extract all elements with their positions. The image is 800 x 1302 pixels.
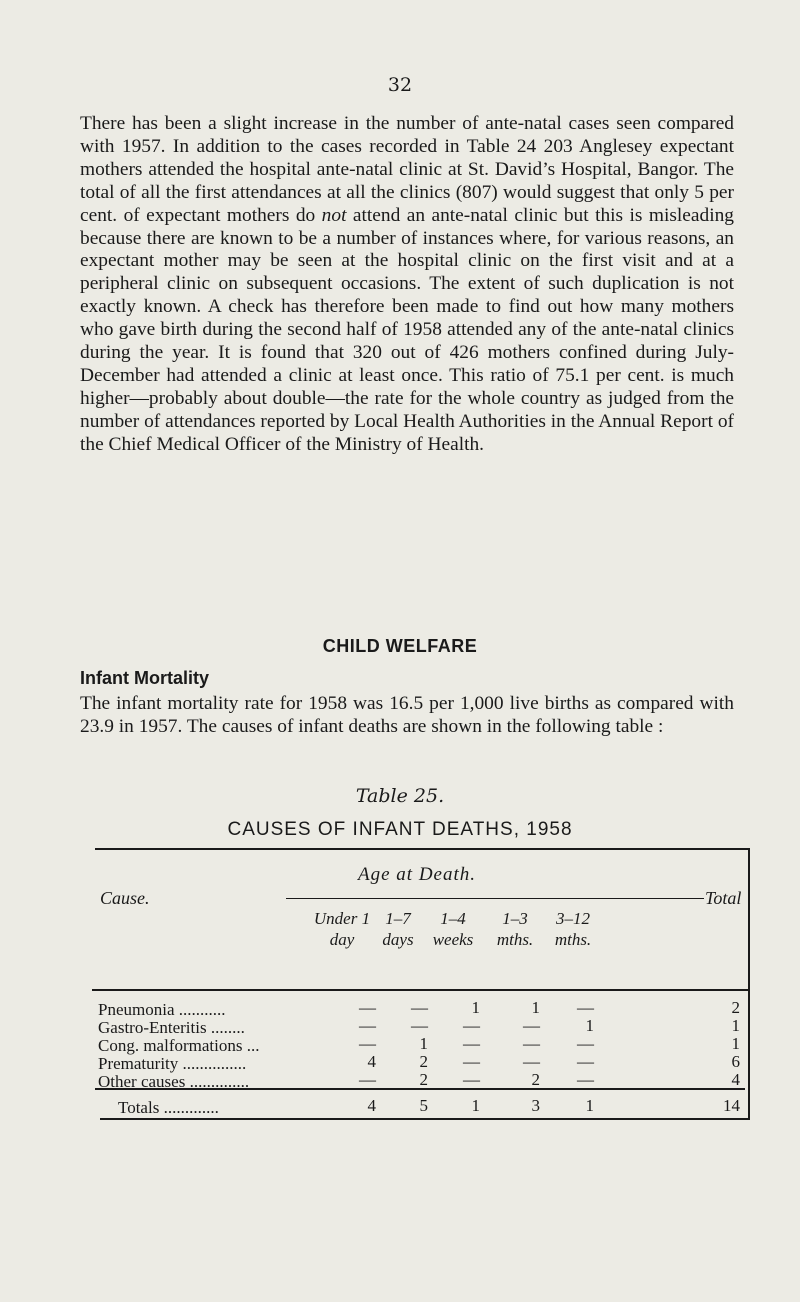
subheader-1-3-months: 1–3 mths. [496,909,534,949]
table-cell: 1 [585,1016,594,1035]
table-cell: 2 [419,1070,428,1089]
totals-cell: 3 [531,1096,540,1115]
total-header: Total [705,888,742,908]
age-header-rule [286,898,704,899]
table-cell: — [463,1052,480,1071]
table-top-rule [95,848,750,850]
table-cell: — [359,1070,376,1089]
table-cell: — [523,1052,540,1071]
subheader-3-12-months: 3–12 mths. [554,909,592,949]
table-label: Table 25. [355,785,445,807]
totals-cell: 5 [419,1096,428,1115]
section-title: CHILD WELFARE [322,636,478,656]
table-row-total: 2 [731,998,740,1017]
subheader-under-1-day: Under 1 day [313,909,371,949]
totals-cell: 1 [585,1096,594,1115]
cause-header: Cause. [100,888,150,908]
table-cell: — [411,998,428,1017]
infant-mortality-paragraph: The infant mortality rate for 1958 was 16.5 per 1,000 live births as compared with 23.9 in 1957. The causes of infant deaths are shown in the following table : [80,693,734,737]
table-bottom-rule [100,1118,750,1120]
table-cell: — [523,1016,540,1035]
totals-cell: 1 [471,1096,480,1115]
totals-label: Totals ............. [118,1098,219,1117]
table-cell: — [359,1016,376,1035]
table-cell: 1 [531,998,540,1017]
table-row-total: 4 [731,1070,740,1089]
totals-cell: 4 [367,1096,376,1115]
table-title: CAUSES OF INFANT DEATHS, 1958 [227,819,573,840]
table-cell: — [577,1034,594,1053]
table-row-cause: Gastro-Enteritis ........ [98,1018,245,1037]
table-row-cause: Other causes .............. [98,1072,250,1091]
subheading: Infant Mortality [80,668,209,688]
table-cell: — [523,1034,540,1053]
table-cell: — [359,1034,376,1053]
table-row-total: 6 [731,1052,740,1071]
subheader-1-4-weeks: 1–4 weeks [432,909,474,949]
subheader-1-7-days: 1–7 days [382,909,414,949]
table-cell: 4 [367,1052,376,1071]
age-at-death-header: Age at Death. [358,864,477,885]
table-row-total: 1 [731,1016,740,1035]
table-row-cause: Pneumonia ........... [98,1000,226,1019]
table-cell: 2 [419,1052,428,1071]
intro-paragraph: There has been a slight increase in the number of ante-natal cases seen compared with 1957. In addition to the cases recorded in Table 24 203 Anglesey expectant mothers attended the hospital ante-natal clinic at St. David’s Hospital, Bangor. The total of all the first attendances at all the clinics (807) would suggest that only 5 per cent. of expectant mothers do not attend an ante-natal clinic but this is misleading because there are known to be a number of instances where, for various reasons, an expectant mother may be seen at the hospital clinic on the first visit and at a peripheral clinic on subsequent occasions. The extent of such duplication is not exactly known. A check has therefore been made to find out how many mothers who gave birth during the second half of 1958 attended any of the ante-natal clinics during the year. It is found that 320 out of 426 mothers confined during July-December had attended a clinic at least once. This ratio of 75.1 per cent. is much higher—probably about double—the rate for the whole country as judged from the number of attendances reported by Local Health Authorities in the Annual Report of the Chief Medical Officer of the Ministry of Health. [80,113,734,455]
table-row-total: 1 [731,1034,740,1053]
table-cell: — [463,1034,480,1053]
table-cell: — [577,1052,594,1071]
table-cell: 2 [531,1070,540,1089]
table-cell: — [577,998,594,1017]
table-row-cause: Cong. malformations ... [98,1036,260,1055]
table-cell: 1 [471,998,480,1017]
header-bottom-rule [92,989,750,991]
table-row-cause: Prematurity ............... [98,1054,247,1073]
table-right-rule [748,848,750,1120]
table-cell: — [463,1070,480,1089]
table-cell: — [577,1070,594,1089]
grand-total: 14 [723,1096,740,1115]
table-cell: — [359,998,376,1017]
table-cell: — [411,1016,428,1035]
infant-deaths-table [80,848,750,1120]
page-number: 32 [387,74,413,96]
table-cell: 1 [419,1034,428,1053]
table-cell: — [463,1016,480,1035]
